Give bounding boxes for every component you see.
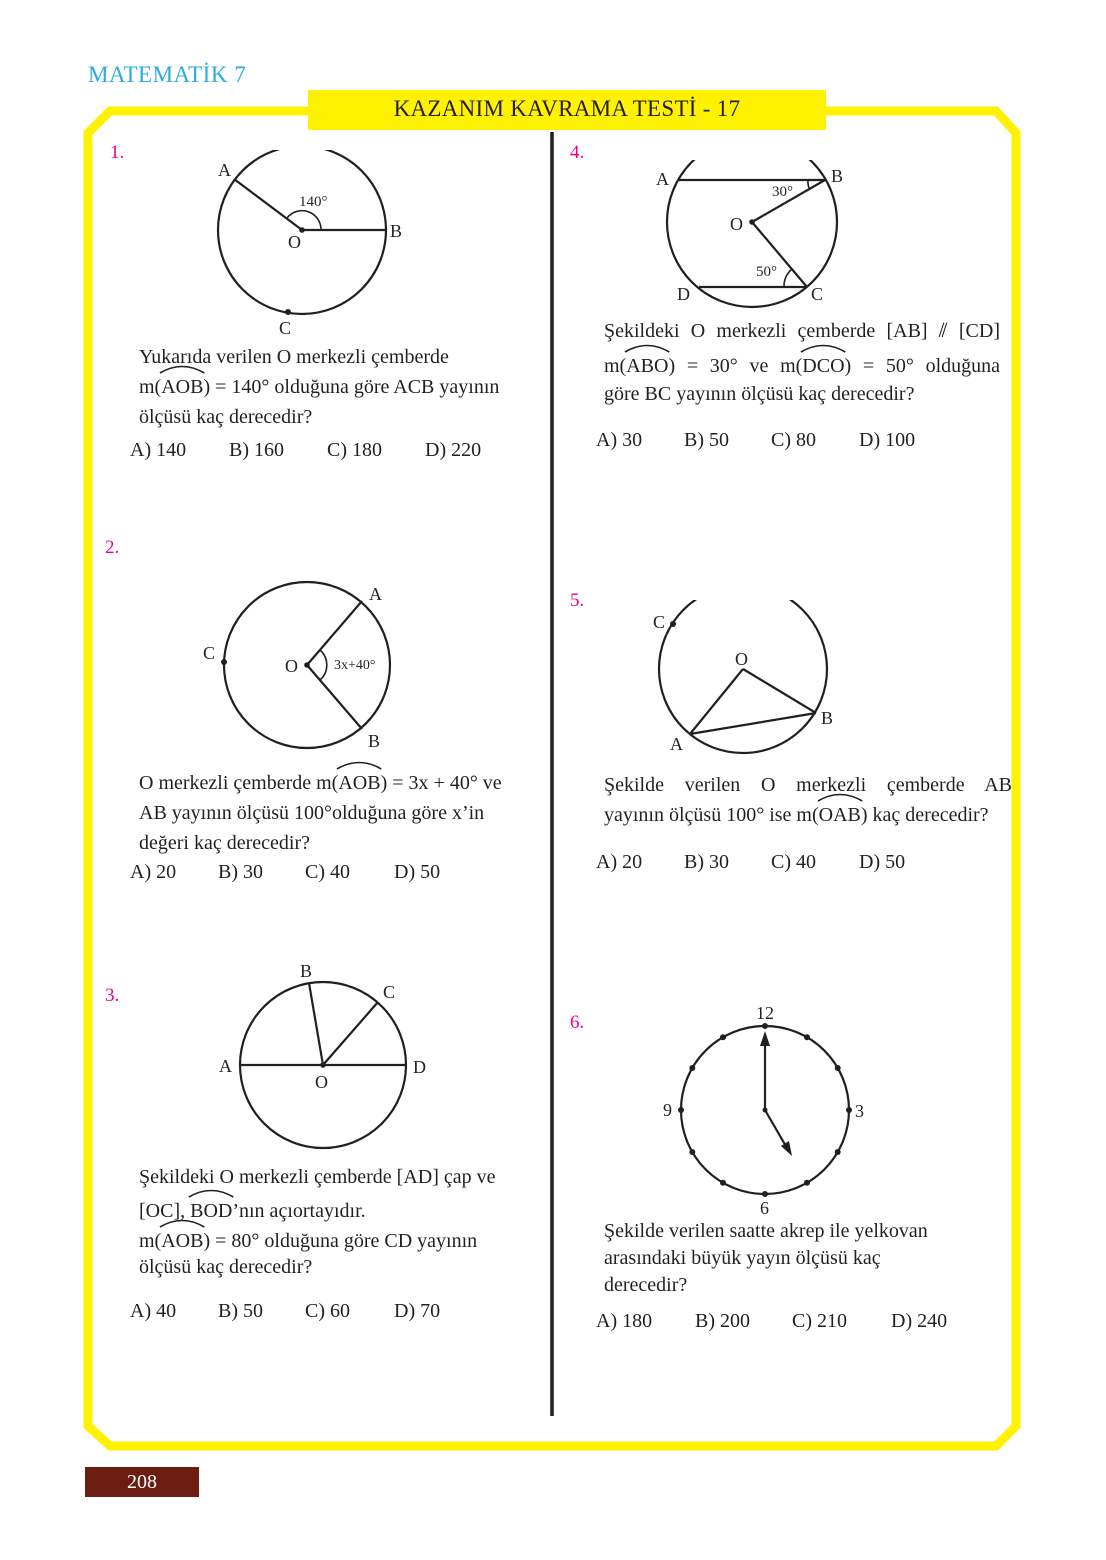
subject-header: MATEMATİK 7: [88, 62, 247, 87]
clock-label-12: 12: [756, 1003, 774, 1023]
q6-option-b[interactable]: B) 200: [695, 1310, 750, 1332]
q3-question-text: Şekildeki O merkezli çemberde [AD] çap ve [OC], BOD’nın açıortayıdır. m( AOB) = 80° olduğuna göre CD yayının ölçüsü kaç derecedir?: [139, 1166, 496, 1278]
q4-option-a[interactable]: A) 30: [596, 429, 643, 451]
q3-label-a: A: [219, 1056, 232, 1076]
q5-option-c[interactable]: C) 40: [771, 851, 816, 873]
q5-label-o: O: [735, 649, 748, 669]
q2-option-c[interactable]: C) 40: [305, 861, 350, 883]
clock-label-3: 3: [855, 1101, 864, 1121]
q4-label-a: A: [656, 169, 669, 189]
clock-label-9: 9: [663, 1100, 672, 1120]
q3-option-c[interactable]: C) 60: [305, 1300, 350, 1322]
q6-option-c[interactable]: C) 210: [792, 1310, 847, 1332]
q4-circle-figure: [650, 160, 860, 310]
question-number-6: 6.: [570, 1012, 585, 1033]
page-number-badge: 208: [85, 1467, 199, 1497]
q2-label-c: C: [203, 643, 216, 663]
q1-question-text: Yukarıda verilen O merkezli çemberde m( AOB) = 140° olduğuna göre ACB yayının ölçüsü kaç derecedir?: [139, 346, 500, 428]
q2-option-a[interactable]: A) 20: [130, 861, 177, 883]
q1-option-b[interactable]: B) 160: [229, 439, 284, 461]
q3-label-d: D: [413, 1057, 426, 1077]
q1-circle-figure: [200, 150, 420, 340]
q2-option-b[interactable]: B) 30: [218, 861, 263, 883]
q4-label-c: C: [811, 284, 824, 304]
q2-label-b: B: [368, 731, 381, 751]
q4-label-o: O: [730, 214, 743, 234]
q1-label-b: B: [390, 221, 403, 241]
q2-circle-figure: [195, 575, 405, 755]
q1-option-d[interactable]: D) 220: [425, 439, 482, 461]
question-number-2: 2.: [105, 537, 120, 558]
q3-label-c: C: [383, 982, 396, 1002]
q5-option-d[interactable]: D) 50: [859, 851, 906, 873]
q4-options: [596, 429, 915, 452]
q5-options: [596, 851, 905, 874]
q3-label-o: O: [315, 1072, 328, 1092]
q4-label-angle-b: 30°: [772, 184, 793, 200]
q6-option-a[interactable]: A) 180: [596, 1310, 653, 1332]
q4-label-angle-c: 50°: [756, 264, 777, 280]
q2-label-a: A: [369, 584, 382, 604]
q1-label-c: C: [279, 318, 292, 338]
q5-label-b: B: [821, 708, 834, 728]
q3-option-b[interactable]: B) 50: [218, 1300, 263, 1322]
q4-option-c[interactable]: C) 80: [771, 429, 816, 451]
q2-options: [130, 861, 440, 884]
test-title: KAZANIM KAVRAMA TESTİ - 17: [393, 96, 741, 121]
q2-label-angle: 3x+40°: [334, 658, 376, 673]
q5-question-text: Şekilde verilen O merkezli çemberde AB yayının ölçüsü 100° ise m( OAB) kaç derecedir?: [604, 774, 1012, 826]
q4-option-b[interactable]: B) 50: [684, 429, 729, 451]
minute-hand-arrow: [760, 1031, 770, 1046]
q1-label-o: O: [288, 232, 301, 252]
question-number-1: 1.: [110, 142, 125, 163]
q5-circle-figure: [645, 600, 850, 760]
q4-label-b: B: [831, 166, 844, 186]
q3-options: [130, 1300, 440, 1323]
question-number-5: 5.: [570, 590, 585, 611]
q6-clock-figure: [655, 998, 875, 1218]
q5-label-c: C: [653, 612, 666, 632]
q6-option-d[interactable]: D) 240: [891, 1310, 948, 1332]
q2-label-o: O: [285, 656, 298, 676]
q5-label-a: A: [670, 734, 683, 754]
q4-question-text: Şekildeki O merkezli çemberde [AB] ⫽ [CD] m( ABO) = 30° ve m( DCO) = 50° olduğuna göre BC yayının ölçüsü kaç derecedir?: [604, 320, 1001, 405]
q5-option-b[interactable]: B) 30: [684, 851, 729, 873]
question-number-4: 4.: [570, 142, 585, 163]
clock-label-6: 6: [760, 1198, 769, 1218]
q3-circle-figure: [210, 955, 440, 1155]
q5-option-a[interactable]: A) 20: [596, 851, 643, 873]
q4-label-d: D: [677, 284, 690, 304]
q1-options: [130, 439, 481, 462]
q4-option-d[interactable]: D) 100: [859, 429, 916, 451]
question-number-3: 3.: [105, 985, 120, 1006]
q6-question-text: Şekilde verilen saatte akrep ile yelkovan arasındaki büyük yayın ölçüsü kaç derecedir?: [604, 1220, 928, 1296]
q1-option-a[interactable]: A) 140: [130, 439, 187, 461]
hour-hand: [765, 1110, 787, 1148]
q3-option-d[interactable]: D) 70: [394, 1300, 441, 1322]
q1-option-c[interactable]: C) 180: [327, 439, 382, 461]
q2-option-d[interactable]: D) 50: [394, 861, 441, 883]
q6-options: [596, 1310, 947, 1333]
hour-hand-arrow: [781, 1141, 792, 1156]
q3-option-a[interactable]: A) 40: [130, 1300, 177, 1322]
q1-label-angle: 140°: [299, 194, 328, 210]
q3-label-b: B: [300, 961, 313, 981]
q1-label-a: A: [218, 160, 231, 180]
q2-question-text: O merkezli çemberde m( AOB) = 3x + 40° ve AB yayının ölçüsü 100°olduğuna göre x’in değeri kaç derecedir?: [139, 768, 544, 858]
